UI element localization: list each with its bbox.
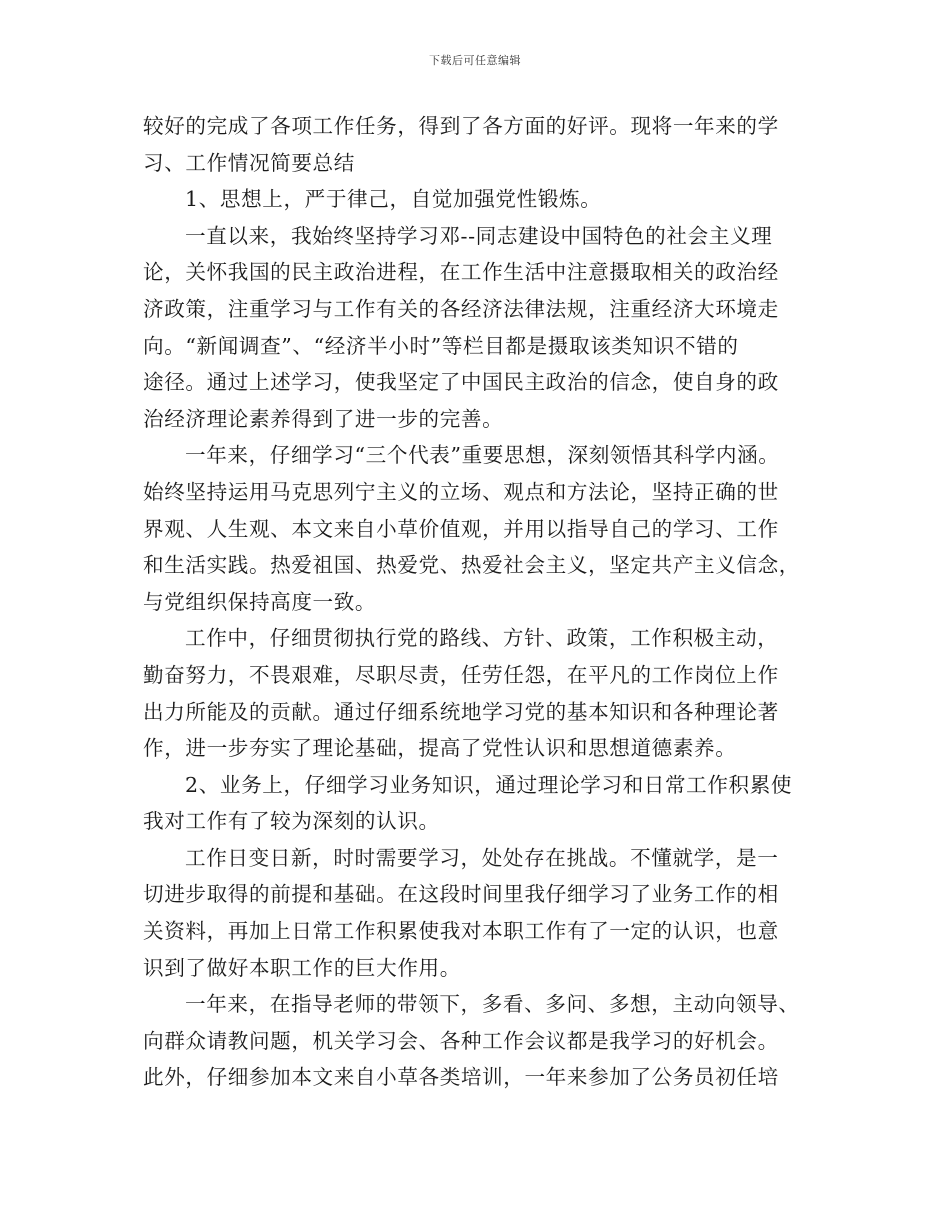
text-line: 1、思想上，严于律己，自觉加强党性锻炼。 [185, 187, 602, 212]
text-line: 治经济理论素养得到了进一步的完善。 [143, 406, 504, 431]
text-line: 和生活实践。热爱祖国、热爱党、热爱社会主义，坚定共产主义信念， [143, 553, 801, 578]
text-line: 2、业务上，仔细学习业务知识，通过理论学习和日常工作积累使 [185, 772, 793, 797]
page-header: 下载后可任意编辑 [429, 54, 521, 67]
text-line: 我对工作有了较为深刻的认识。 [143, 809, 440, 834]
text-line: 济政策，注重学习与工作有关的各经济法律法规，注重经济大环境走 [143, 296, 779, 321]
text-line: 切进步取得的前提和基础。在这段时间里我仔细学习了业务工作的相 [143, 882, 779, 907]
text-line: 向。“新闻调查”、“经济半小时”等栏目都是摄取该类知识不错的 [143, 333, 739, 358]
text-line: 工作中，仔细贯彻执行党的路线、方针、政策，工作积极主动， [185, 626, 779, 651]
text-line: 识到了做好本职工作的巨大作用。 [143, 955, 461, 980]
text-line: 一年来，在指导老师的带领下，多看、多问、多想，主动向领导、 [185, 992, 800, 1017]
text-line: 一年来，仔细学习“三个代表”重要思想，深刻领悟其科学内涵。 [185, 443, 780, 468]
text-line: 较好的完成了各项工作任务，得到了各方面的好评。现将一年来的学 [143, 114, 779, 138]
text-line: 论，关怀我国的民主政治进程，在工作生活中注意摄取相关的政治经 [143, 260, 779, 285]
text-line: 向群众请教问题，机关学习会、各种工作会议都是我学习的好机会。 [143, 1028, 779, 1053]
text-line: 此外，仔细参加本文来自小草各类培训，一年来参加了公务员初任培 [143, 1065, 779, 1090]
text-line: 一直以来，我始终坚持学习邓--同志建设中国特色的社会主义理 [185, 223, 773, 248]
text-line: 与党组织保持高度一致。 [143, 589, 377, 614]
text-line: 作，进一步夯实了理论基础，提高了党性认识和思想道德素养。 [143, 736, 737, 761]
text-line: 途径。通过上述学习，使我坚定了中国民主政治的信念，使自身的政 [143, 370, 779, 395]
text-line: 始终坚持运用马克思列宁主义的立场、观点和方法论，坚持正确的世 [143, 479, 779, 504]
text-line: 勤奋努力，不畏艰难，尽职尽责，任劳任怨，在平凡的工作岗位上作 [143, 662, 779, 687]
text-line: 界观、人生观、本文来自小草价值观，并用以指导自己的学习、工作 [143, 516, 779, 541]
text-line: 习、工作情况简要总结 [143, 150, 355, 175]
text-line: 工作日变日新，时时需要学习，处处存在挑战。不懂就学，是一 [185, 845, 779, 870]
text-line: 关资料，再加上日常工作积累使我对本职工作有了一定的认识，也意 [143, 919, 779, 944]
text-line: 出力所能及的贡献。通过仔细系统地学习党的基本知识和各种理论著 [143, 699, 779, 724]
document-body [143, 108, 811, 1096]
